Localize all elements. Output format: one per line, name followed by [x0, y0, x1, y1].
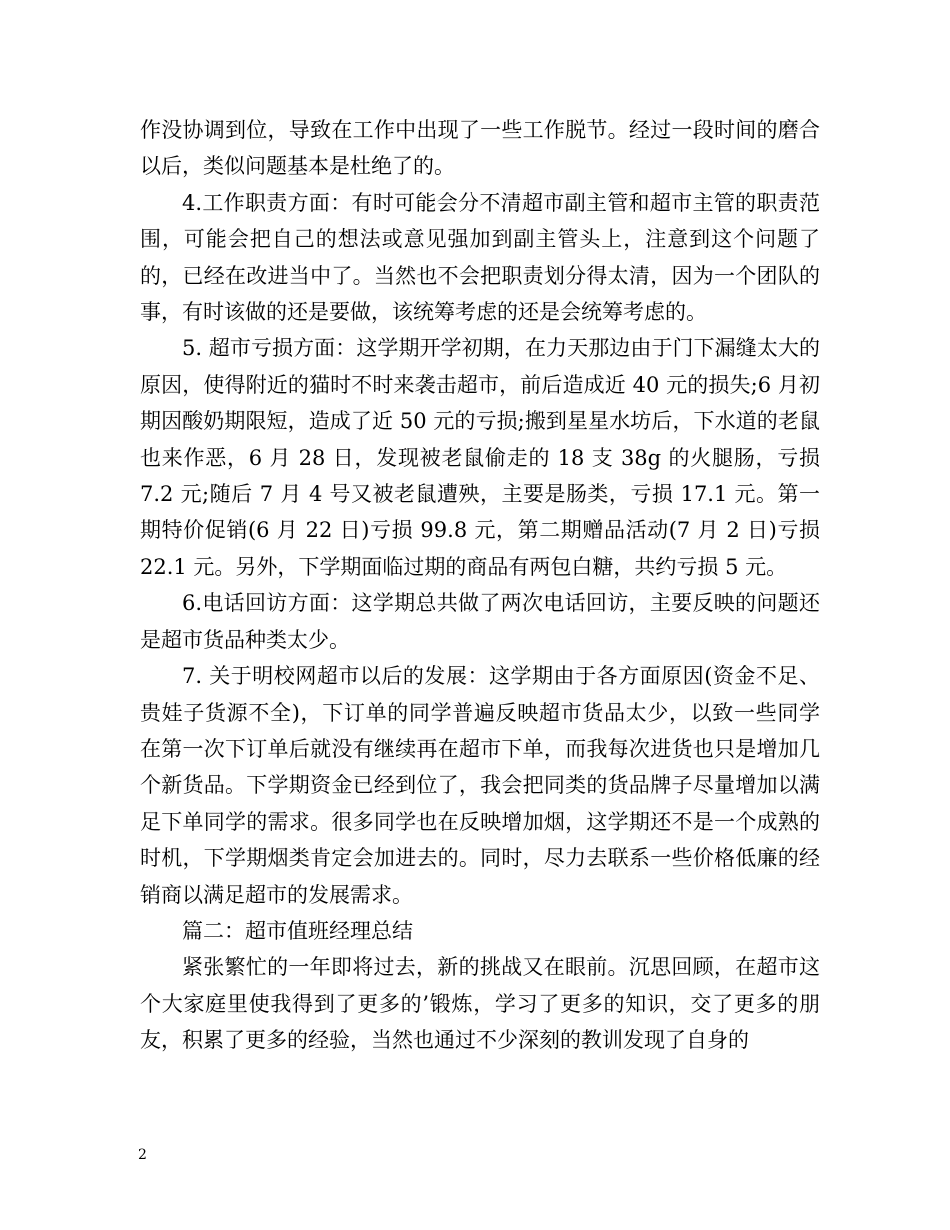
section-heading-part-two: 篇二：超市值班经理总结 [182, 918, 413, 943]
paragraph-item-7-future-development: 7. 关于明校网超市以后的发展：这学期由于各方面原因(资金不足、贵娃子货源不全)，下订单的同学普遍反映超市货品太少，以致一些同学在第一次下订单后就没有继续再在超市下单，而我每次进货也只是增加几个新货品。下学期资金已经到位了，我会把同类的货品牌子尽量增加以满足下单同学的需求。很多同学也在反映增加烟，这学期还不是一个成熟的时机，下学期烟类肯定会加进去的。同时，尽力去联系一些价格低廉的经销商以满足超市的发展需求。 [140, 664, 820, 907]
paragraph-item-6-phone-followup: 6.电话回访方面：这学期总共做了两次电话回访，主要反映的问题还是超市货品种类太少。 [140, 591, 820, 652]
body-text [140, 112, 820, 1059]
paragraph-item-5-losses: 5. 超市亏损方面：这学期开学初期，在力天那边由于门下漏缝太大的原因，使得附近的猫时不时来袭击超市，前后造成近 40 元的损失;6 月初期因酸奶期限短，造成了近 50 元的亏损;搬到星星水坊后，下水道的老鼠也来作恶，6 月 28 日，发现被老鼠偷走的 18 支 38g 的火腿肠，亏损 7.2 元;随后 7 月 4 号又被老鼠遭殃，主要是肠类，亏损 17.1 元。第一期特价促销(6 月 22 日)亏损 99.8 元，第二期赠品活动(7 月 2 日)亏损 22.1 元。另外，下学期面临过期的商品有两包白糖，共约亏损 5 元。 [140, 336, 820, 579]
paragraph-part-two-intro: 紧张繁忙的一年即将过去，新的挑战又在眼前。沉思回顾，在超市这个大家庭里使我得到了更多的’锻炼，学习了更多的知识，交了更多的朋友，积累了更多的经验，当然也通过不少深刻的教训发现了自身的 [140, 955, 820, 1053]
page-number: 2 [138, 1147, 147, 1163]
paragraph-continuation: 作没协调到位，导致在工作中出现了一些工作脱节。经过一段时间的磨合以后，类似问题基本是杜绝了的。 [140, 118, 820, 179]
paragraph-item-4-job-duties: 4.工作职责方面：有时可能会分不清超市副主管和超市主管的职责范围，可能会把自己的想法或意见强加到副主管头上，注意到这个问题了的，已经在改进当中了。当然也不会把职责划分得太清，因为一个团队的事，有时该做的还是要做，该统筹考虑的还是会统筹考虑的。 [140, 190, 820, 325]
